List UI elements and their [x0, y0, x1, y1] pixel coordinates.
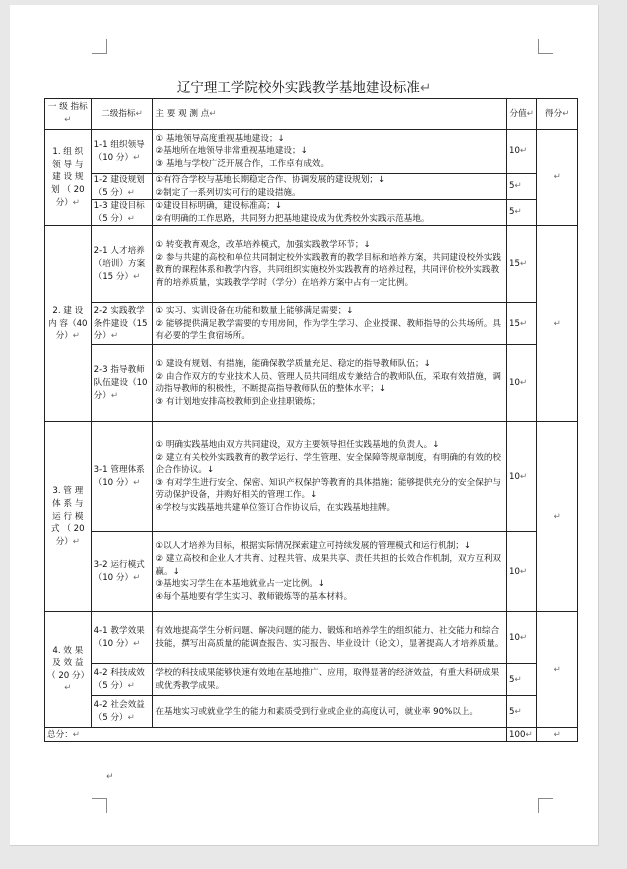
observation-point: ② 由合作双方的专业技术人员、管理人员共同组成专兼结合的教师队伍，采取有效措施，调动指导教师的积极性，不断提高指导教师队伍的整体水平；↓ [155, 371, 502, 395]
crop-mark-top-left [92, 39, 107, 54]
points-cell [153, 174, 507, 200]
observation-point: ① 转变教育观念，改革培养模式，加强实践教学环节；↓ [155, 240, 371, 251]
header-level1: 一 级 指标↵ [45, 99, 92, 130]
total-score: 100↵ [507, 728, 537, 742]
crop-mark-top-right [538, 39, 553, 54]
observation-point: ① 建设有规划、有措施，能确保教学质量充足、稳定的指导教师队伍；↓ [155, 359, 431, 370]
observation-point: ①有符合学校与基地长期稳定合作、协调发展的建设规划；↓ [155, 175, 386, 185]
table-row [45, 696, 578, 728]
points-cell [153, 200, 507, 226]
observation-point: ① 明确实践基地由双方共同建设，双方主要领导担任实践基地的负责人。↓ [155, 440, 440, 451]
level2-cell: 1-3 建设目标（5 分）↵ [91, 200, 153, 226]
table-row [45, 130, 578, 174]
crop-mark-bottom-left [92, 798, 107, 813]
table-header-row [45, 99, 578, 130]
observation-point: ① 实习、实训设备在功能和数量上能够满足需要；↓ [155, 305, 354, 316]
header-level2: 二级指标↵ [91, 99, 153, 130]
score-cell: 10↵ [507, 130, 537, 174]
score-cell: 5↵ [507, 696, 537, 728]
standards-table [44, 98, 578, 742]
got-score-cell[interactable]: ↵ [537, 422, 578, 612]
level1-cell: 2. 建 设 内 容（40 分）↵ [45, 226, 92, 422]
table-row [45, 226, 578, 303]
table-row [45, 303, 578, 345]
table-row [45, 422, 578, 532]
table-row [45, 612, 578, 664]
score-cell: 10↵ [507, 532, 537, 612]
observation-point: ②有明确的工作思路，共同努力把基地建设成为优秀校外实践示范基地。 [155, 213, 430, 224]
level1-cell: 1. 组 织 领 导 与 建 设 规 划 （ 20 分）↵ [45, 130, 92, 226]
observation-point: ③ 有对学生进行安全、保密、知识产权保护等教育的具体措施；能够提供充分的安全保护与劳动保护设备，并购好相关的管理工作。↓ [155, 477, 502, 501]
document-page [10, 5, 599, 846]
level1-cell: 3. 管 理 体 系 与 运 行 模 式 （ 20 分）↵ [45, 422, 92, 612]
header-points: 主 要 观 测 点↵ [153, 99, 507, 130]
observation-point: ① 基地领导高度重视基地建设；↓ [155, 133, 285, 144]
points-cell [153, 612, 507, 664]
got-score-cell[interactable]: ↵ [537, 130, 578, 226]
level2-cell: 4-1 教学效果（10 分）↵ [91, 612, 153, 664]
observation-point: ③ 有计划地安排高校教师到企业挂职锻炼； [155, 396, 321, 407]
points-cell [153, 422, 507, 532]
points-cell [153, 696, 507, 728]
observation-point: ② 建立有关校外实践教育的教学运行、学生管理、安全保障等规章制度，有明确的有效的校企合作协议。↓ [155, 452, 502, 476]
paragraph-mark-icon: ↵ [419, 80, 432, 96]
total-row [45, 728, 578, 742]
observation-point: 有效地提高学生分析问题、解决问题的能力、锻炼和培养学生的组织能力、社交能力和综合技能，撰写出高质量的能调查报告、实习报告、毕业设计（论文），显著提高人才培养质量。 [155, 626, 504, 649]
level2-cell: 2-2 实践教学条件建设（15 分）↵ [91, 303, 153, 345]
score-cell: 5↵ [507, 200, 537, 226]
paragraph-mark-icon: ↵ [106, 772, 114, 782]
observation-point: ②制定了一系列切实可行的建设措施。 [155, 187, 301, 198]
got-score-cell[interactable]: ↵ [537, 612, 578, 728]
observation-point: ② 参与共建的高校和单位共同制定校外实践教育的教学目标和培养方案，共同建设校外实践教育的课程体系和教学内容，共同组织实施校外实践教育的培养过程，共同评价校外实践教育的培养质量，实践教学学时（学分）在培养方案中占有一定比例。 [155, 252, 502, 288]
level1-cell: 4. 效 果 及 效 益 （ 20 分）↵ [45, 612, 92, 728]
observation-point: 在基地实习或就业学生的能力和素质受到行业或企业的高度认可，就业率 90%以上。 [155, 706, 479, 717]
table-row [45, 200, 578, 226]
score-cell: 10↵ [507, 345, 537, 422]
table-row [45, 664, 578, 696]
level2-cell: 3-2 运行模式（10 分）↵ [91, 532, 153, 612]
score-cell: 10↵ [507, 422, 537, 532]
observation-point: ③基地实习学生在本基地就业占一定比例。↓ [155, 579, 325, 590]
points-cell [153, 303, 507, 345]
score-cell: 5↵ [507, 174, 537, 200]
table-row [45, 345, 578, 422]
points-cell [153, 226, 507, 303]
document-title: 辽宁理工学院校外实践教学基地建设标准↵ [176, 80, 432, 96]
crop-mark-bottom-right [538, 798, 553, 813]
level2-cell: 1-2 建设规划（5 分）↵ [91, 174, 153, 200]
table-row [45, 532, 578, 612]
score-cell: 10↵ [507, 612, 537, 664]
observation-point: ② 建立高校和企业人才共育、过程共管、成果共享、责任共担的长效合作机制，双方互利双赢。↓ [155, 553, 502, 577]
total-label: 总分：↵ [45, 728, 507, 742]
observation-point: ④学校与实践基地共建单位签订合作协议后，在实践基地挂牌。 [155, 503, 396, 514]
score-cell: 15↵ [507, 226, 537, 303]
level2-cell: 1-1 组织领导（10 分）↵ [91, 130, 153, 174]
observation-point: ③ 基地与学校广泛开展合作，工作卓有成效。 [155, 158, 330, 169]
observation-point: ② 能够提供满足教学需要的专用房间，作为学生学习、企业授课、教师指导的公共场所。具有必要的学生食宿场所。 [155, 318, 502, 342]
level2-cell: 2-1 人才培养（培训）方案（15 分）↵ [91, 226, 153, 303]
observation-point: ①以人才培养为目标，根据实际情况探索建立可持续发展的管理模式和运行机制；↓ [155, 541, 472, 552]
got-score-cell[interactable]: ↵ [537, 226, 578, 422]
observation-point: ①建设目标明确，建设标准高；↓ [155, 201, 283, 212]
points-cell [153, 664, 507, 696]
table-row [45, 174, 578, 200]
header-got: 得分↵ [537, 99, 578, 130]
total-got-cell[interactable]: ↵ [537, 728, 578, 742]
observation-point: ④每个基地要有学生实习、教师锻炼等的基本材料。 [155, 591, 353, 602]
level2-cell: 4-2 社会效益（5 分）↵ [91, 696, 153, 728]
points-cell [153, 345, 507, 422]
points-cell [153, 130, 507, 174]
score-cell: 15↵ [507, 303, 537, 345]
level2-cell: 4-2 科技成效（5 分）↵ [91, 664, 153, 696]
observation-point: 学校的科技成果能够快速有效地在基地推广、应用，取得显著的经济效益，有重大科研成果或优秀教学成果。 [155, 668, 500, 691]
score-cell: 5↵ [507, 664, 537, 696]
header-score: 分值↵ [507, 99, 537, 130]
observation-point: ②基地所在地领导非常重视基地建设；↓ [155, 146, 308, 157]
points-cell [153, 532, 507, 612]
level2-cell: 2-3 指导教师队伍建设（10 分）↵ [91, 345, 153, 422]
level2-cell: 3-1 管理体系（10 分）↵ [91, 422, 153, 532]
